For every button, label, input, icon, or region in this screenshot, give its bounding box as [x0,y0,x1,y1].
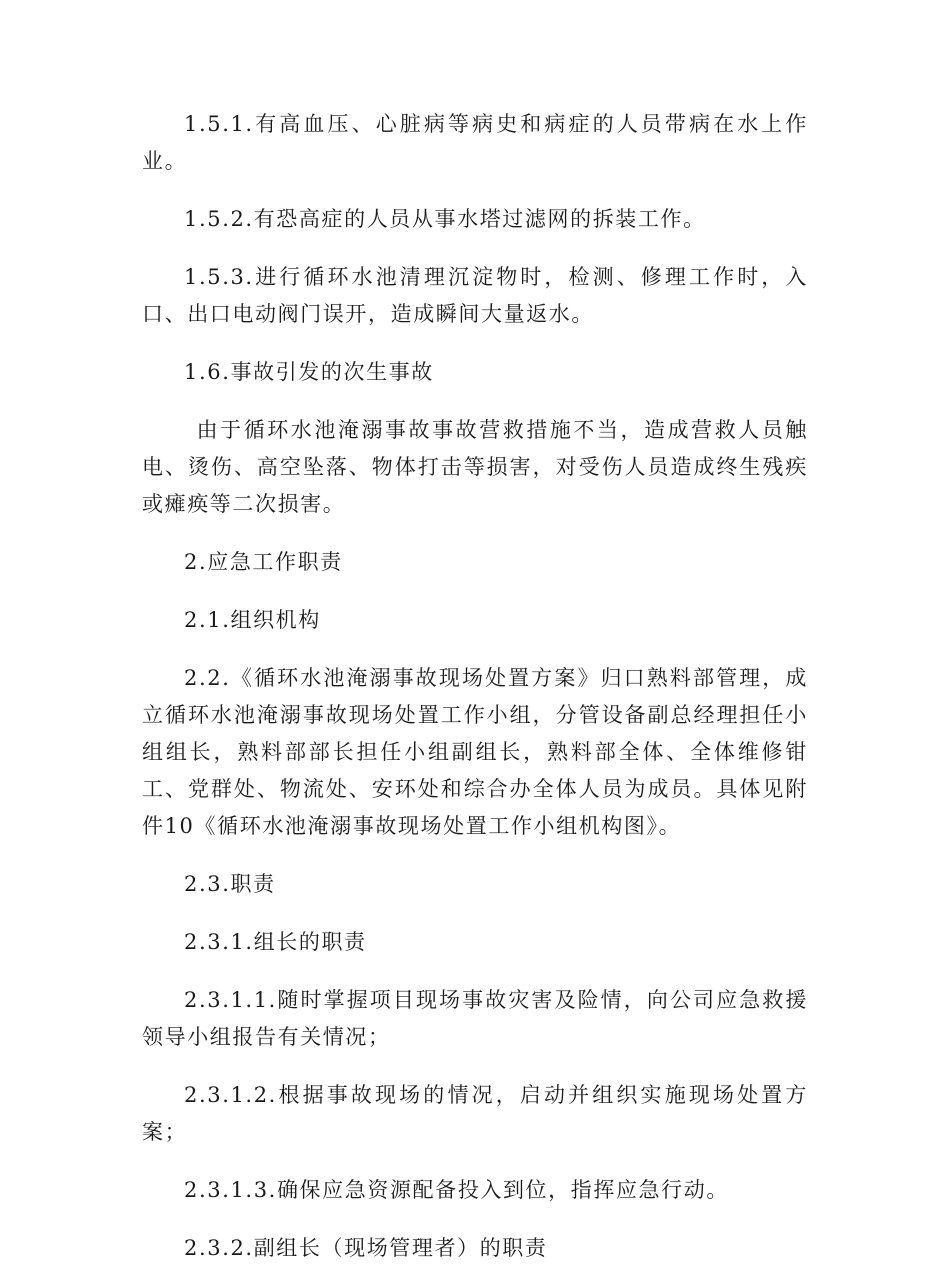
heading-2-3-2: 2.3.2.副组长（现场管理者）的职责 [184,1236,548,1260]
heading-2: 2.应急工作职责 [184,550,343,574]
heading-2-3: 2.3.职责 [184,872,276,896]
paragraph-2-3-1-2: 2.3.1.2.根据事故现场的情况，启动并组织实施现场处置方案； [142,1083,808,1144]
document-body [142,106,808,1288]
heading-2-3-1: 2.3.1.组长的职责 [184,930,367,954]
paragraph-2-3-1-3: 2.3.1.3.确保应急资源配备投入到位，指挥应急行动。 [184,1178,729,1202]
heading-1-6: 1.6.事故引发的次生事故 [184,360,434,384]
paragraph-2-3-1-1: 2.3.1.1.随时掌握项目现场事故灾害及险情，向公司应急救援领导小组报告有关情况； [142,988,808,1049]
paragraph-1-5-1: 1.5.1.有高血压、心脏病等病史和病症的人员带病在水上作业。 [142,112,808,173]
paragraph-2-2: 2.2.《循环水池淹溺事故现场处置方案》归口熟料部管理，成立循环水池淹溺事故现场处置工作小组，分管设备副总经理担任小组组长，熟料部部长担任小组副组长，熟料部全体、全体维修钳工、党群处、物流处、安环处和综合办全体人员为成员。具体见附件10《循环水池淹溺事故现场处置工作小组机构图》。 [142,666,808,838]
paragraph-secondary-accident: 由于循环水池淹溺事故事故营救措施不当，造成营救人员触电、烫伤、高空坠落、物体打击等损害，对受伤人员造成终生残疾或瘫痪等二次损害。 [142,418,808,516]
heading-2-1: 2.1.组织机构 [184,608,321,632]
paragraph-1-5-3: 1.5.3.进行循环水池清理沉淀物时，检测、修理工作时，入口、出口电动阀门误开，造成瞬间大量返水。 [142,265,808,326]
paragraph-1-5-2: 1.5.2.有恐高症的人员从事水塔过滤网的拆装工作。 [184,207,706,231]
